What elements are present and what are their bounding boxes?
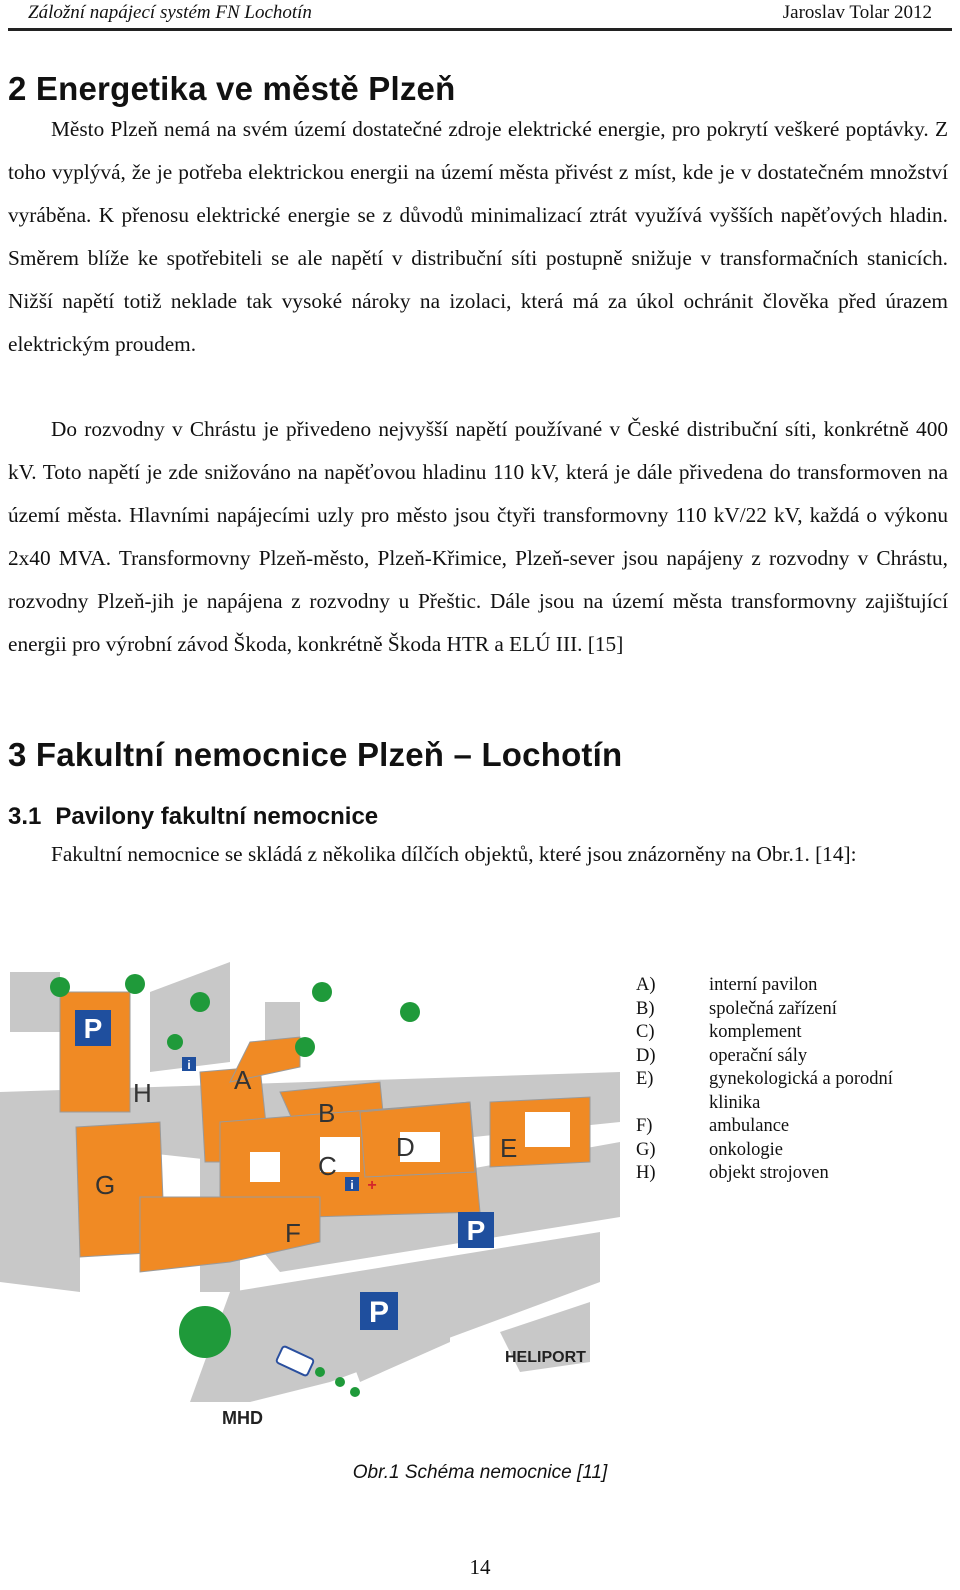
legend-value: interní pavilon <box>709 975 818 995</box>
parking-label: P <box>466 1215 486 1246</box>
roundabout-icon <box>179 1306 231 1358</box>
header-title: Záložní napájecí systém FN Lochotín <box>28 2 312 23</box>
red-cross-icon: + <box>367 1177 377 1194</box>
info-label: i <box>187 1058 191 1072</box>
legend-value: operační sály <box>709 1045 808 1066</box>
legend-value: ambulance <box>709 1116 790 1136</box>
header-author: Jaroslav Tolar 2012 <box>782 2 932 23</box>
label-F: F <box>285 1218 301 1248</box>
tree-icon <box>167 1034 183 1050</box>
tree-icon <box>312 982 332 1002</box>
legend-value: společná zařízení <box>709 998 837 1019</box>
tree-icon <box>335 1377 345 1387</box>
courtyard <box>525 1112 570 1147</box>
legend-key: B) <box>636 998 655 1019</box>
page-number: 14 <box>469 1555 491 1579</box>
parking-label: P <box>368 1296 390 1329</box>
legend-row <box>636 1139 936 1163</box>
section-3-heading: 3 Fakultní nemocnice Plzeň – Lochotín <box>8 736 623 773</box>
label-B: B <box>318 1098 336 1128</box>
label-A: A <box>234 1065 252 1095</box>
section-3-1-title: Pavilony fakultní nemocnice <box>55 803 379 830</box>
tree-icon <box>315 1367 325 1377</box>
figure-caption: Obr.1 Schéma nemocnice [11] <box>352 1462 608 1483</box>
legend-value: onkologie <box>709 1139 783 1160</box>
label-H: H <box>133 1078 152 1108</box>
legend-row <box>636 974 936 998</box>
bus-stop-label: MHD <box>222 1408 263 1428</box>
label-E: E <box>500 1133 518 1163</box>
courtyard <box>250 1152 280 1182</box>
legend-value: objekt strojoven <box>709 1163 829 1183</box>
section-3-1-paragraph: Fakultní nemocnice se skládá z několika dílčích objektů, které jsou znázorněny na Obr.1. [14]: <box>51 842 857 866</box>
tree-icon <box>295 1037 315 1057</box>
legend-key: C) <box>636 1022 655 1042</box>
section-3-1-heading <box>8 803 378 831</box>
page-header <box>8 0 952 31</box>
parking-label: P <box>83 1013 103 1044</box>
info-label: i <box>350 1178 354 1192</box>
tree-icon <box>125 974 145 994</box>
legend-key: H) <box>636 1163 656 1183</box>
legend-key: E) <box>636 1069 654 1089</box>
legend-row <box>636 1021 936 1045</box>
label-D: D <box>396 1132 415 1162</box>
road-area <box>0 1132 80 1292</box>
legend-key: G) <box>636 1139 656 1160</box>
legend-row <box>636 1162 936 1186</box>
legend-key: F) <box>636 1116 653 1136</box>
legend-key: A) <box>636 975 656 995</box>
section-3-1-number: 3.1 <box>8 803 42 830</box>
label-G: G <box>95 1170 116 1200</box>
legend-value: gynekologická a porodní klinika <box>709 1069 893 1113</box>
hospital-map <box>0 962 620 1432</box>
tree-icon <box>50 977 70 997</box>
label-C: C <box>318 1151 337 1181</box>
legend-row <box>636 998 936 1022</box>
road-area <box>150 962 230 1072</box>
figure-legend <box>636 974 936 1186</box>
tree-icon <box>190 992 210 1012</box>
legend-value: komplement <box>709 1022 802 1042</box>
road-area <box>265 1002 300 1042</box>
section-2-paragraph-1: Město Plzeň nemá na svém území dostatečné zdroje elektrické energie, pro pokrytí veškeré poptávky. Z toho vyplývá, že je potřeba elektrickou energii na území města přivést z míst, kde je v dostatečném množství vyráběna. K přenosu elektrické energie se z důvodů minimalizací ztrát využívá vyšších napěťových hladin. Směrem blíže ke spotřebiteli se ale napětí v distribuční síti postupně snižuje v transformačních stanicích. Nižší napětí totiž neklade tak vysoké nároky na izolaci, která má za úkol ochránit člověka před úrazem elektrickým proudem. <box>8 117 948 356</box>
heliport-label: HELIPORT <box>505 1349 586 1366</box>
tree-icon <box>400 1002 420 1022</box>
section-2-paragraph-2: Do rozvodny v Chrástu je přivedeno nejvyšší napětí používané v České distribuční síti, konkrétně 400 kV. Toto napětí je zde snižováno na napěťovou hladinu 110 kV, která je dále přivedena do transformoven na území města. Hlavními napájecími uzly pro město jsou čtyři transformovny 110 kV/22 kV, každá o výkonu 2x40 MVA. Transformovny Plzeň-město, Plzeň-Křimice, Plzeň-sever jsou napájeny z rozvodny v Chrástu, rozvodny Plzeň-jih je napájena z rozvodny u Přeštic. Dále jsou na území města transformovny zajištující energii pro výrobní závod Škoda, konkrétně Škoda HTR a ELÚ III. [15] <box>8 417 948 656</box>
legend-row <box>636 1045 936 1069</box>
tree-icon <box>350 1387 360 1397</box>
legend-row <box>636 1068 936 1115</box>
legend-key: D) <box>636 1045 656 1066</box>
section-2-heading: 2 Energetika ve městě Plzeň <box>8 70 456 107</box>
legend-row <box>636 1115 936 1139</box>
